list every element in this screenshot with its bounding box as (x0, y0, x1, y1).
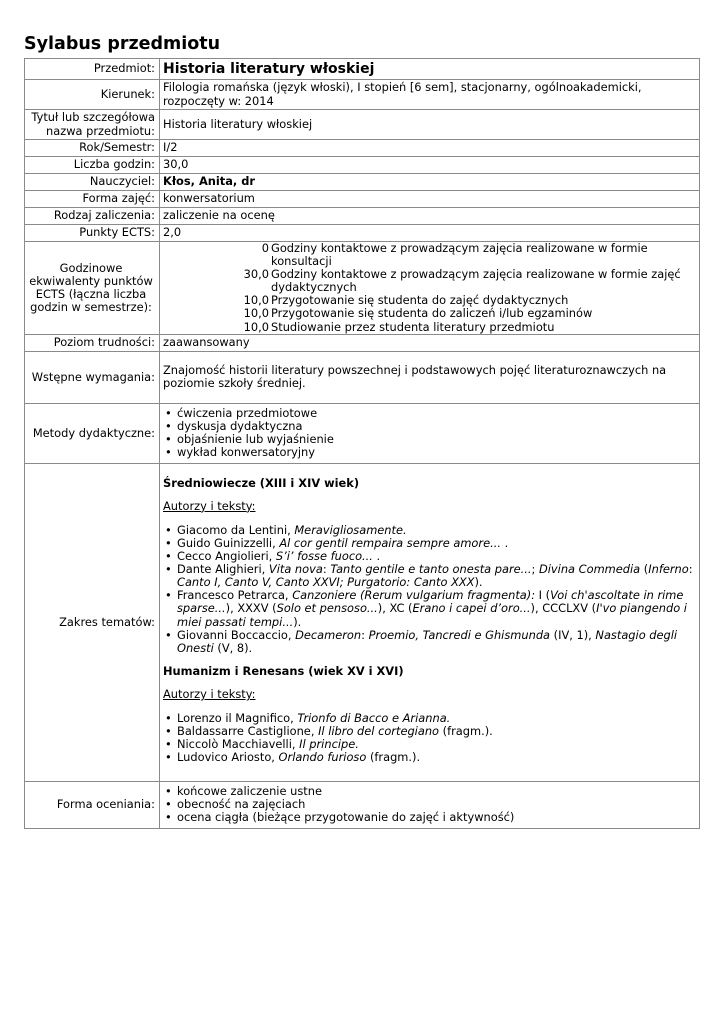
work-title: Erano i capei d’oro... (412, 601, 531, 616)
row-nauczyciel (25, 174, 700, 191)
row-zakres (25, 463, 700, 781)
value-tytul: Historia literatury włoskiej (160, 110, 700, 140)
row-wymagania (25, 351, 700, 403)
label-wymagania: Wstępne wymagania: (25, 351, 160, 403)
label-zakres: Zakres tematów: (25, 463, 160, 781)
label-forma: Forma zajęć: (25, 191, 160, 208)
row-ects (25, 225, 700, 242)
work-title: Decameron (295, 627, 362, 642)
ocenianie-list (160, 781, 700, 828)
author-item: • Niccolò Macchiavelli, Il principe. (163, 738, 696, 751)
metody-list (160, 403, 700, 463)
author-item: • Baldassarre Castiglione, Il libro del cortegiano (fragm.). (163, 725, 696, 738)
author-item: • Francesco Petrarca, Canzoniere (Rerum vulgarium fragmenta): I (Voi ch'ascoltate in rime sparse...), XXXV (Solo et pensoso...), XC (Erano i capei d’oro...), CCCLXV (I'vo piangendo i miei passati tempi...). (163, 589, 696, 628)
work-title: Trionfo di Bacco e Arianna. (297, 710, 451, 725)
author-item: • Cecco Angiolieri, S’i’ fosse fuoco... . (163, 550, 696, 563)
author-item: • Guido Guinizzelli, Al cor gentil rempaira sempre amore... . (163, 537, 696, 550)
row-tytul (25, 110, 700, 140)
ects-hours-value: 30,0 (243, 267, 269, 282)
label-nauczyciel: Nauczyciel: (25, 174, 160, 191)
work-title: Divina Commedia (539, 562, 641, 577)
syllabus-table (24, 58, 700, 829)
row-kierunek (25, 80, 700, 110)
work-title: Canzoniere (Rerum vulgarium fragmenta): (292, 588, 536, 603)
work-title: Il principe. (299, 737, 359, 752)
label-przedmiot: Przedmiot: (25, 59, 160, 80)
work-title: Proemio, Tancredi e Ghismunda (368, 627, 551, 642)
authors-label-2: Autorzy i teksty: (163, 686, 256, 701)
ects-hours-row (163, 321, 696, 334)
row-metody (25, 403, 700, 463)
value-kierunek: Filologia romańska (język włoski), I stopień [6 sem], stacjonarny, ogólnoakademicki, rozpoczęty w: 2014 (160, 80, 700, 110)
ects-hours-row (163, 307, 696, 320)
value-przedmiot: Historia literatury włoskiej (160, 59, 700, 80)
ects-hours-list (160, 242, 700, 335)
row-godzinowe (25, 242, 700, 335)
zakres-content (160, 463, 700, 781)
value-godziny: 30,0 (160, 157, 700, 174)
author-item: • Giovanni Boccaccio, Decameron: Proemio, Tancredi e Ghismunda (IV, 1), Nastagio degli Onesti (V, 8). (163, 629, 696, 655)
value-wymagania: Znajomość historii literatury powszechnej i podstawowych pojęć literaturoznawczych na poziomie szkoły średniej. (160, 351, 700, 403)
ects-hours-value: 10,0 (243, 306, 269, 321)
work-title: Nastagio degli Onesti (177, 627, 678, 655)
label-godziny: Liczba godzin: (25, 157, 160, 174)
value-forma: konwersatorium (160, 191, 700, 208)
ocenianie-bullets (163, 785, 696, 824)
authors-label-1: Autorzy i teksty: (163, 498, 256, 513)
list-item: • ćwiczenia przedmiotowe (163, 407, 696, 420)
label-rodzaj: Rodzaj zaliczenia: (25, 208, 160, 225)
list-item: • końcowe zaliczenie ustne (163, 785, 696, 798)
list-item: • wykład konwersatoryjny (163, 446, 696, 459)
work-title: Inferno (648, 562, 689, 577)
label-ects: Punkty ECTS: (25, 225, 160, 242)
row-godziny (25, 157, 700, 174)
label-tytul: Tytuł lub szczegółowa nazwa przedmiotu: (25, 110, 160, 140)
value-rok: I/2 (160, 140, 700, 157)
section-title-1: Średniowiecze (XIII i XIV wiek) (163, 475, 360, 490)
row-rodzaj (25, 208, 700, 225)
row-przedmiot (25, 59, 700, 80)
author-item: • Ludovico Ariosto, Orlando furioso (fragm.). (163, 751, 696, 764)
ects-hours-row (163, 268, 696, 294)
author-item: • Giacomo da Lentini, Meravigliosamente. (163, 524, 696, 537)
ects-hours-desc: Godziny kontaktowe z prowadzącym zajęcia realizowane w formie konsultacji (271, 241, 648, 269)
label-godzinowe: Godzinowe ekwiwalenty punktów ECTS (łączna liczba godzin w semestrze): (25, 242, 160, 335)
ects-hours-desc: Przygotowanie się studenta do zaliczeń i/lub egzaminów (271, 306, 593, 321)
value-rodzaj: zaliczenie na ocenę (160, 208, 700, 225)
label-ocenianie: Forma oceniania: (25, 781, 160, 828)
work-title: Al cor gentil rempaira sempre amore... (279, 535, 501, 550)
metody-bullets (163, 407, 696, 459)
value-poziom: zaawansowany (160, 334, 700, 351)
ects-hours-value: 10,0 (243, 293, 269, 308)
ects-hours-desc: Godziny kontaktowe z prowadzącym zajęcia realizowane w formie zajęć dydaktycznych (271, 267, 681, 295)
label-poziom: Poziom trudności: (25, 334, 160, 351)
work-title: Canto I, Canto V, Canto XXVI; Purgatorio: Canto XXX (177, 575, 475, 590)
row-forma (25, 191, 700, 208)
label-rok: Rok/Semestr: (25, 140, 160, 157)
row-rok (25, 140, 700, 157)
list-item: • ocena ciągła (bieżące przygotowanie do zajęć i aktywność) (163, 811, 696, 824)
work-title: Meravigliosamente. (294, 522, 407, 537)
section-title-2: Humanizm i Renesans (wiek XV i XVI) (163, 663, 404, 678)
ects-hours-desc: Przygotowanie się studenta do zajęć dydaktycznych (271, 293, 569, 308)
work-title: Orlando furioso (278, 750, 367, 765)
author-item: • Dante Alighieri, Vita nova: Tanto gentile e tanto onesta pare...; Divina Commedia (Inferno: Canto I, Canto V, Canto XXVI; Purgatorio: Canto XXX). (163, 563, 696, 589)
ects-hours-value: 10,0 (243, 319, 269, 334)
work-title: S’i’ fosse fuoco... (275, 549, 373, 564)
work-title: Tanto gentile e tanto onesta pare... (330, 562, 532, 577)
work-title: I'vo piangendo i miei passati tempi... (177, 601, 687, 629)
work-title: Il libro del cortegiano (318, 724, 440, 739)
authors-list-1 (163, 524, 696, 655)
value-ects: 2,0 (160, 225, 700, 242)
value-nauczyciel: Kłos, Anita, dr (160, 174, 700, 191)
list-item: • objaśnienie lub wyjaśnienie (163, 433, 696, 446)
ects-hours-desc: Studiowanie przez studenta literatury przedmiotu (271, 319, 555, 334)
authors-list-2 (163, 712, 696, 764)
list-item: • obecność na zajęciach (163, 798, 696, 811)
label-metody: Metody dydaktyczne: (25, 403, 160, 463)
row-ocenianie (25, 781, 700, 828)
author-item: • Lorenzo il Magnifico, Trionfo di Bacco e Arianna. (163, 712, 696, 725)
ects-hours-row (163, 242, 696, 268)
row-poziom (25, 334, 700, 351)
ects-hours-value: 0 (261, 241, 269, 255)
work-title: Solo et pensoso... (276, 601, 378, 616)
list-item: • dyskusja dydaktyczna (163, 420, 696, 433)
work-title: Voi ch'ascoltate in rime sparse... (177, 588, 684, 616)
page-title: Sylabus przedmiotu (24, 34, 221, 54)
label-kierunek: Kierunek: (25, 80, 160, 110)
work-title: Vita nova (268, 562, 323, 577)
